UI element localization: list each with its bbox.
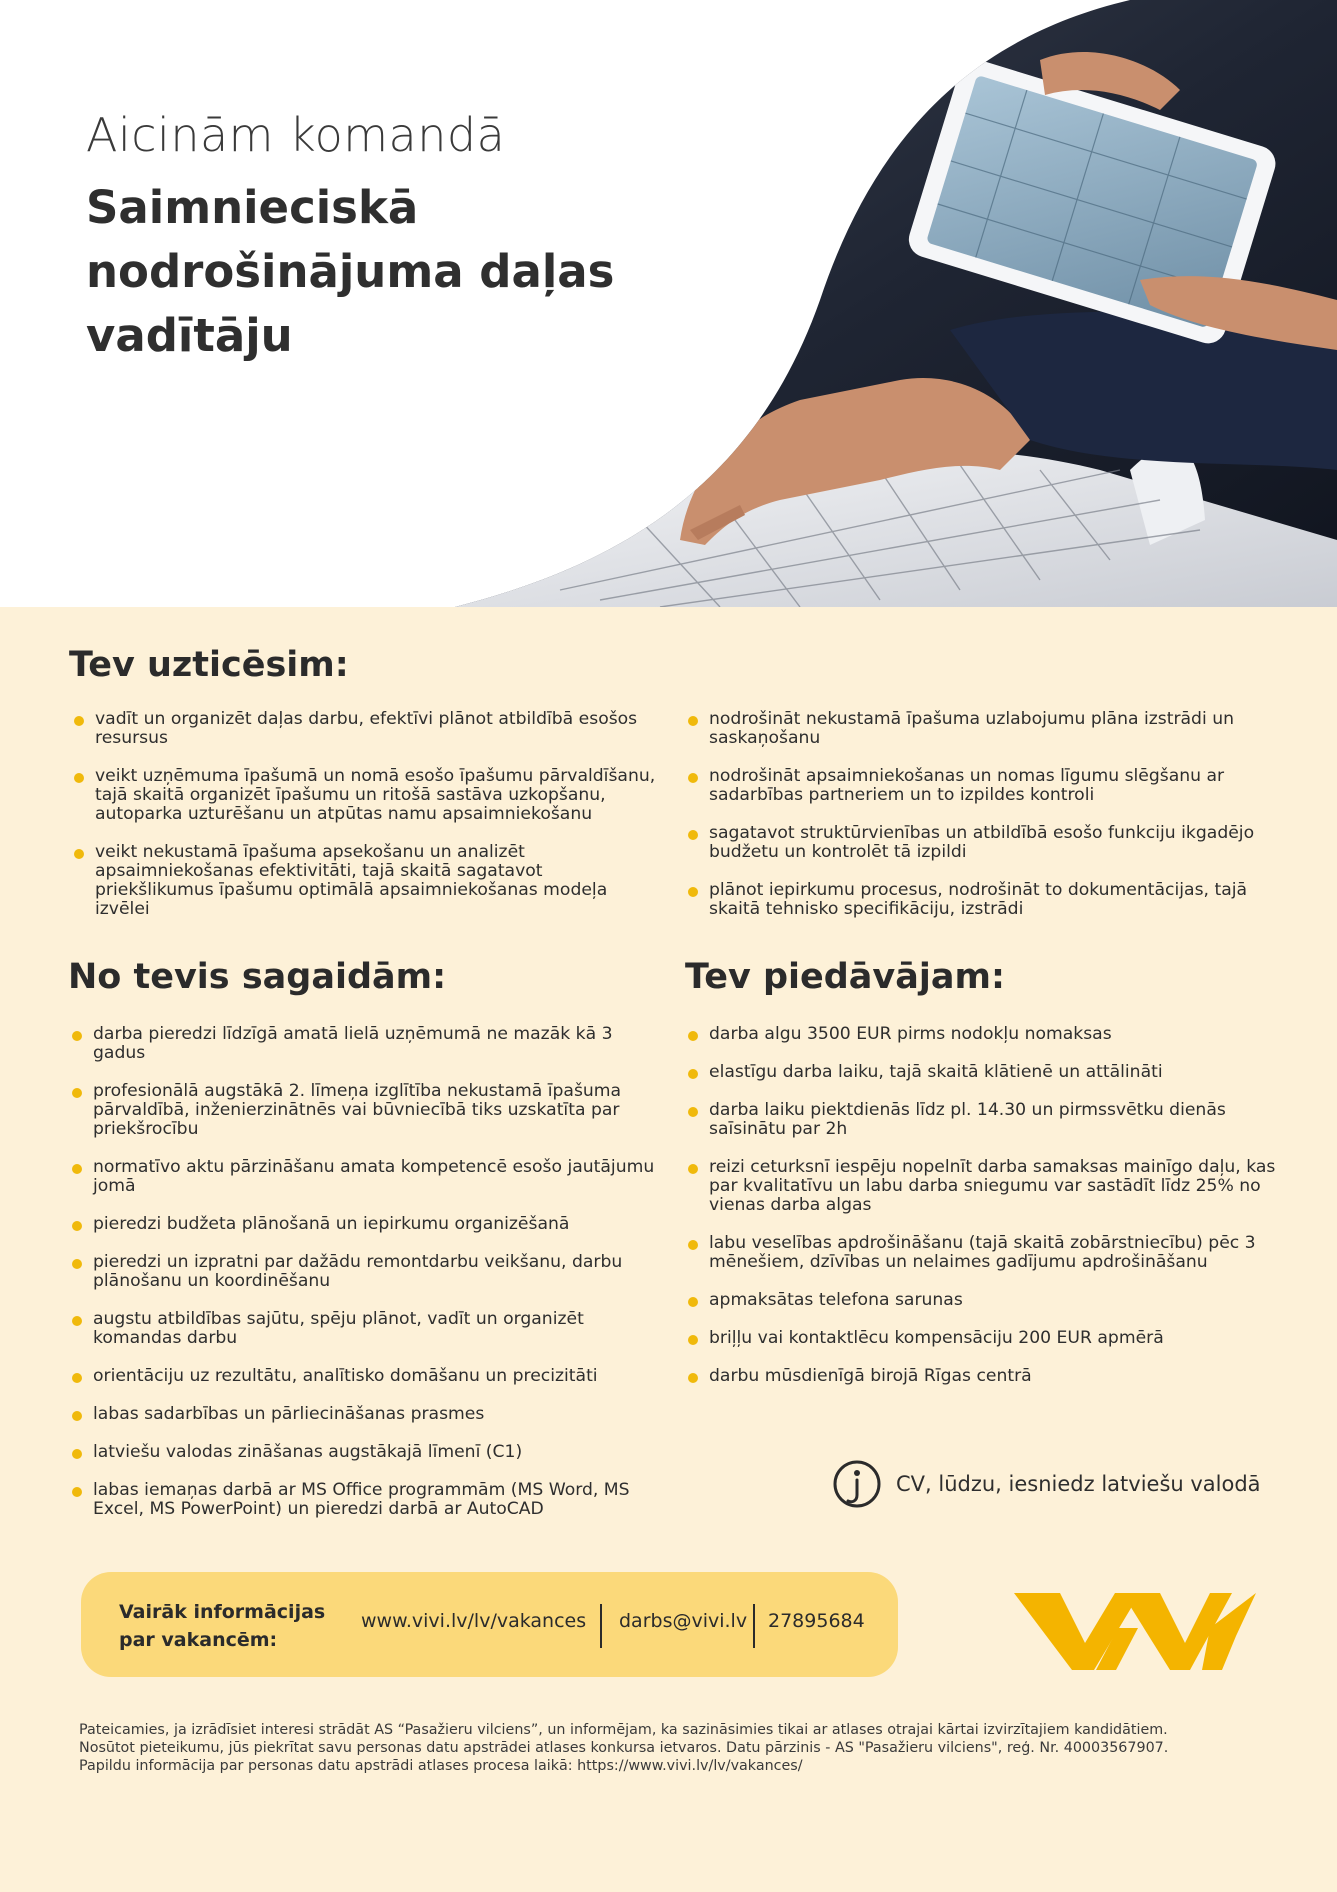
offer-item: [686, 1367, 1276, 1386]
trust-item: [72, 767, 662, 824]
trust-item: [686, 824, 1266, 862]
contact-separator: [753, 1604, 755, 1648]
expect-item: [70, 1367, 660, 1386]
offer-item: [686, 1101, 1276, 1139]
bullet-dot-icon: [688, 887, 698, 897]
offer-list: [686, 1025, 1276, 1405]
offer-item-text: apmaksātas telefona sarunas: [709, 1290, 963, 1310]
expect-item: [70, 1215, 660, 1234]
bullet-dot-icon: [688, 1240, 698, 1250]
expect-item-text: labas sadarbības un pārliecināšanas prasmes: [93, 1404, 485, 1424]
offer-item: [686, 1291, 1276, 1310]
offer-item: [686, 1158, 1276, 1215]
bullet-dot-icon: [688, 773, 698, 783]
trust-item: [72, 843, 662, 919]
bullet-dot-icon: [688, 830, 698, 840]
trust-item-text: plānot iepirkumu procesus, nodrošināt to dokumentācijas, tajā skaitā tehnisko specifikāciju, izstrādi: [709, 880, 1248, 919]
bullet-dot-icon: [72, 1449, 82, 1459]
bullet-dot-icon: [688, 1069, 698, 1079]
expect-item: [70, 1082, 660, 1139]
trust-list-right: [686, 710, 1266, 938]
bullet-dot-icon: [74, 773, 84, 783]
cv-note-text: CV, lūdzu, iesniedz latviešu valodā: [896, 1472, 1261, 1496]
trust-item-text: sagatavot struktūrvienības un atbildībā esošo funkciju ikgadējo budžetu un kontrolēt tā izpildi: [709, 823, 1255, 862]
contact-separator: [600, 1604, 602, 1648]
vivi-logo: [1010, 1588, 1260, 1678]
offer-item-text: darba laiku piektdienās līdz pl. 14.30 un pirmssvētku dienās saīsinātu par 2h: [709, 1100, 1226, 1139]
expect-item: [70, 1158, 660, 1196]
expect-item-text: normatīvo aktu pārzināšanu amata kompetencē esošo jautājumu jomā: [93, 1157, 655, 1196]
bullet-dot-icon: [72, 1259, 82, 1269]
footer-disclaimer: [79, 1721, 1279, 1775]
bullet-dot-icon: [72, 1487, 82, 1497]
contact-phone: 27895684: [768, 1610, 865, 1632]
info-circle-icon: [832, 1459, 882, 1509]
offer-item: [686, 1329, 1276, 1348]
trust-list-left: [72, 710, 662, 938]
contact-bar: [81, 1572, 898, 1677]
bullet-dot-icon: [688, 1164, 698, 1174]
expect-item: [70, 1253, 660, 1291]
offer-item-text: darbu mūsdienīgā birojā Rīgas centrā: [709, 1366, 1032, 1386]
offer-item-text: briļļu vai kontaktlēcu kompensāciju 200 EUR apmērā: [709, 1328, 1164, 1348]
hero-kicker: Aicinām komandā: [86, 108, 506, 162]
offer-item-text: elastīgu darba laiku, tajā skaitā klātienē un attālināti: [709, 1062, 1163, 1082]
bullet-dot-icon: [688, 1335, 698, 1345]
trust-heading: Tev uzticēsim:: [69, 645, 349, 685]
trust-item-text: nodrošināt nekustamā īpašuma uzlabojumu plāna izstrādi un saskaņošanu: [709, 709, 1234, 748]
expect-item: [70, 1025, 660, 1063]
bullet-dot-icon: [72, 1164, 82, 1174]
hero-title: Saimnieciskā nodrošinājuma daļas vadītāju: [86, 181, 615, 362]
bullet-dot-icon: [688, 1297, 698, 1307]
contact-label: Vairāk informācijas par vakancēm:: [119, 1601, 326, 1651]
offer-item: [686, 1234, 1276, 1272]
contact-url-link[interactable]: www.vivi.lv/lv/vakances: [361, 1610, 587, 1632]
expect-item: [70, 1443, 660, 1462]
footer-line: Papildu informācija par personas datu apstrādi atlases procesa laikā: https://www.vivi.lv/lv/vakances/: [79, 1758, 803, 1774]
offer-item-text: labu veselības apdrošināšanu (tajā skaitā zobārstniecību) pēc 3 mēnešiem, dzīvības un nelaimes gadījumu apdrošināšanu: [709, 1233, 1256, 1272]
expect-item-text: darba pieredzi līdzīgā amatā lielā uzņēmumā ne mazāk kā 3 gadus: [93, 1024, 613, 1063]
offer-heading: Tev piedāvājam:: [685, 957, 1005, 997]
expect-item-text: pieredzi un izpratni par dažādu remontdarbu veikšanu, darbu plānošanu un koordinēšanu: [93, 1252, 623, 1291]
contact-email-link[interactable]: darbs@vivi.lv: [619, 1610, 748, 1632]
bullet-dot-icon: [74, 849, 84, 859]
expect-item-text: orientāciju uz rezultātu, analītisko domāšanu un precizitāti: [93, 1366, 598, 1386]
bullet-dot-icon: [688, 1107, 698, 1117]
expect-item-text: profesionālā augstākā 2. līmeņa izglītība nekustamā īpašuma pārvaldībā, inženierzinātnēs vai būvniecībā tiks uzskatīta par priekšrocību: [93, 1081, 622, 1139]
bullet-dot-icon: [688, 1031, 698, 1041]
expect-item: [70, 1310, 660, 1348]
expect-list: [70, 1025, 660, 1538]
bullet-dot-icon: [72, 1373, 82, 1383]
trust-item: [686, 767, 1266, 805]
expect-item-text: labas iemaņas darbā ar MS Office programmām (MS Word, MS Excel, MS PowerPoint) un pieredzi darbā ar AutoCAD: [93, 1480, 630, 1519]
offer-item-text: reizi ceturksnī iespēju nopelnīt darba samaksas mainīgo daļu, kas par kvalitatīvu un labu darba sniegumu var sastādīt līdz 25% no vienas darba algas: [709, 1157, 1276, 1215]
expect-item-text: pieredzi budžeta plānošanā un iepirkumu organizēšanā: [93, 1214, 570, 1234]
expect-item-text: augstu atbildības sajūtu, spēju plānot, vadīt un organizēt komandas darbu: [93, 1309, 584, 1348]
bullet-dot-icon: [72, 1411, 82, 1421]
expect-heading: No tevis sagaidām:: [68, 957, 447, 997]
expect-item: [70, 1481, 660, 1519]
trust-item-text: veikt uzņēmuma īpašumā un nomā esošo īpašumu pārvaldīšanu, tajā skaitā organizēt īpašumu un ritošā sastāva uzkopšanu, autoparka uzturēšanu un atpūtas namu apsaimniekošanu: [95, 766, 656, 824]
cv-note: [832, 1458, 1261, 1510]
bullet-dot-icon: [74, 716, 84, 726]
footer-line: Pateicamies, ja izrādīsiet interesi strādāt AS “Pasažieru vilciens”, un informējam, ka sazināsimies tikai ar atlases otrajai kārtai izvirzītajiem kandidātiem.: [79, 1722, 1168, 1738]
trust-item: [686, 710, 1266, 748]
trust-item: [686, 881, 1266, 919]
expect-item-text: latviešu valodas zināšanas augstākajā līmenī (C1): [93, 1442, 523, 1462]
offer-item: [686, 1025, 1276, 1044]
trust-item-text: nodrošināt apsaimniekošanas un nomas līgumu slēgšanu ar sadarbības partneriem un to izpildes kontroli: [709, 766, 1225, 805]
bullet-dot-icon: [688, 1373, 698, 1383]
footer-line: Nosūtot pieteikumu, jūs piekrītat savu personas datu apstrādei atlases konkursa ietvaros. Datu pārzinis - AS "Pasažieru vilciens", reģ. Nr. 40003567907.: [79, 1740, 1169, 1756]
offer-item-text: darba algu 3500 EUR pirms nodokļu nomaksas: [709, 1024, 1112, 1044]
bullet-dot-icon: [72, 1221, 82, 1231]
trust-item: [72, 710, 662, 748]
hero-section: [0, 0, 1337, 607]
bullet-dot-icon: [72, 1088, 82, 1098]
trust-item-text: vadīt un organizēt daļas darbu, efektīvi plānot atbildībā esošos resursus: [95, 709, 638, 748]
offer-item: [686, 1063, 1276, 1082]
expect-item: [70, 1405, 660, 1424]
bullet-dot-icon: [688, 716, 698, 726]
bullet-dot-icon: [72, 1316, 82, 1326]
trust-item-text: veikt nekustamā īpašuma apsekošanu un analizēt apsaimniekošanas efektivitāti, tajā skaitā sagatavot priekšlikumus īpašumu optimālā apsaimniekošanas modeļa izvēlei: [95, 842, 608, 919]
bullet-dot-icon: [72, 1031, 82, 1041]
